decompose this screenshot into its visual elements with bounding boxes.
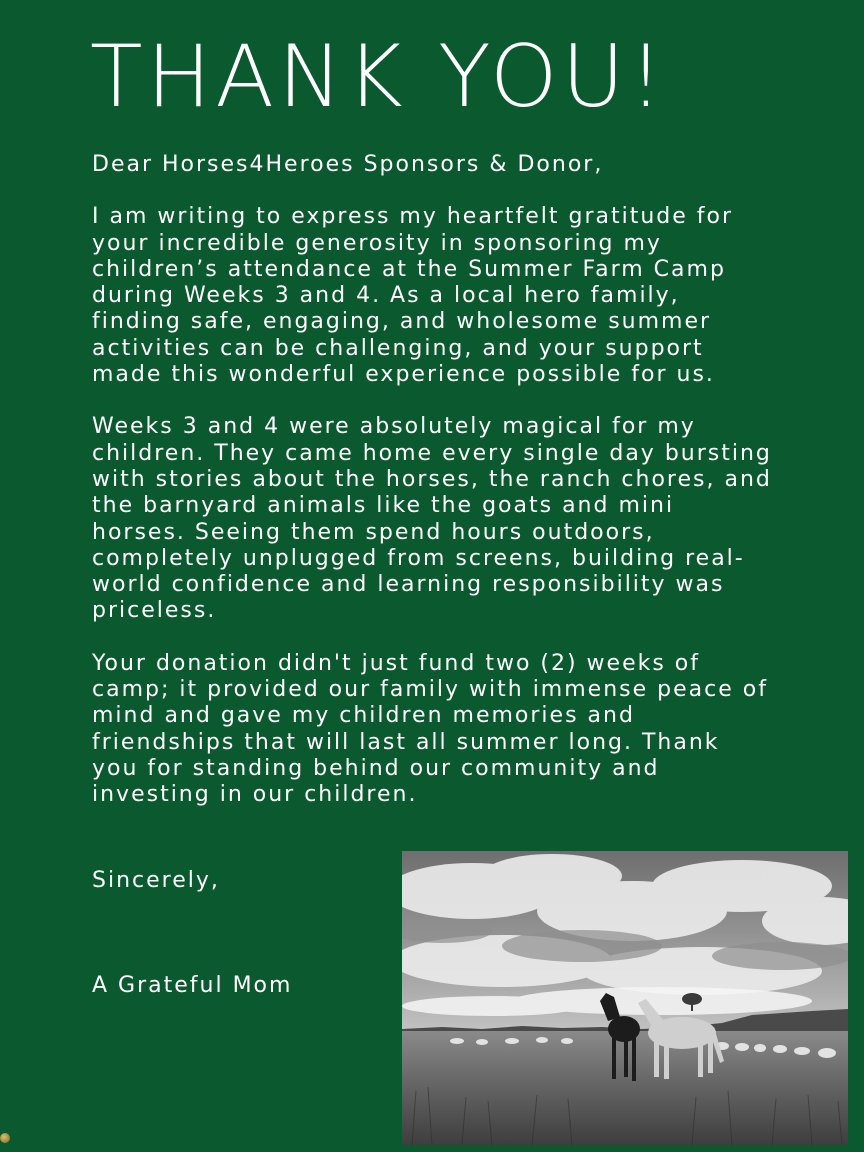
letter-greeting: Dear Horses4Heroes Sponsors & Donor, [92,152,604,177]
letter-body [92,152,772,835]
letter-signature: A Grateful Mom [92,973,293,998]
page-title: THANK YOU! [90,27,668,127]
letter-paragraph-2: Weeks 3 and 4 were absolutely magical for my children. They came home every single day bursting with stories about the horses, the ranch chores, and the barnyard animals like the goats and mini horses. Seeing them spend hours outdoors, completely unplugged from screens, building real-world confidence and learning responsibility was priceless. [92,414,772,624]
horses-photo [402,851,848,1145]
horses-photo-illustration [402,851,848,1145]
letter-paragraph-3: Your donation didn't just fund two (2) weeks of camp; it provided our family with immense peace of mind and gave my children memories and friendships that will last all summer long. Thank you for standing behind our community and investing in our children. [92,650,768,808]
letter-paragraph-1: I am writing to express my heartfelt gratitude for your incredible generosity in sponsoring my children’s attendance at the Summer Farm Camp during Weeks 3 and 4. As a local hero family, finding safe, engaging, and wholesome summer activities can be challenging, and your support made this wonderful experience possible for us. [92,204,734,388]
decorative-dot [0,1133,10,1143]
letter-closing: Sincerely, [92,868,220,893]
